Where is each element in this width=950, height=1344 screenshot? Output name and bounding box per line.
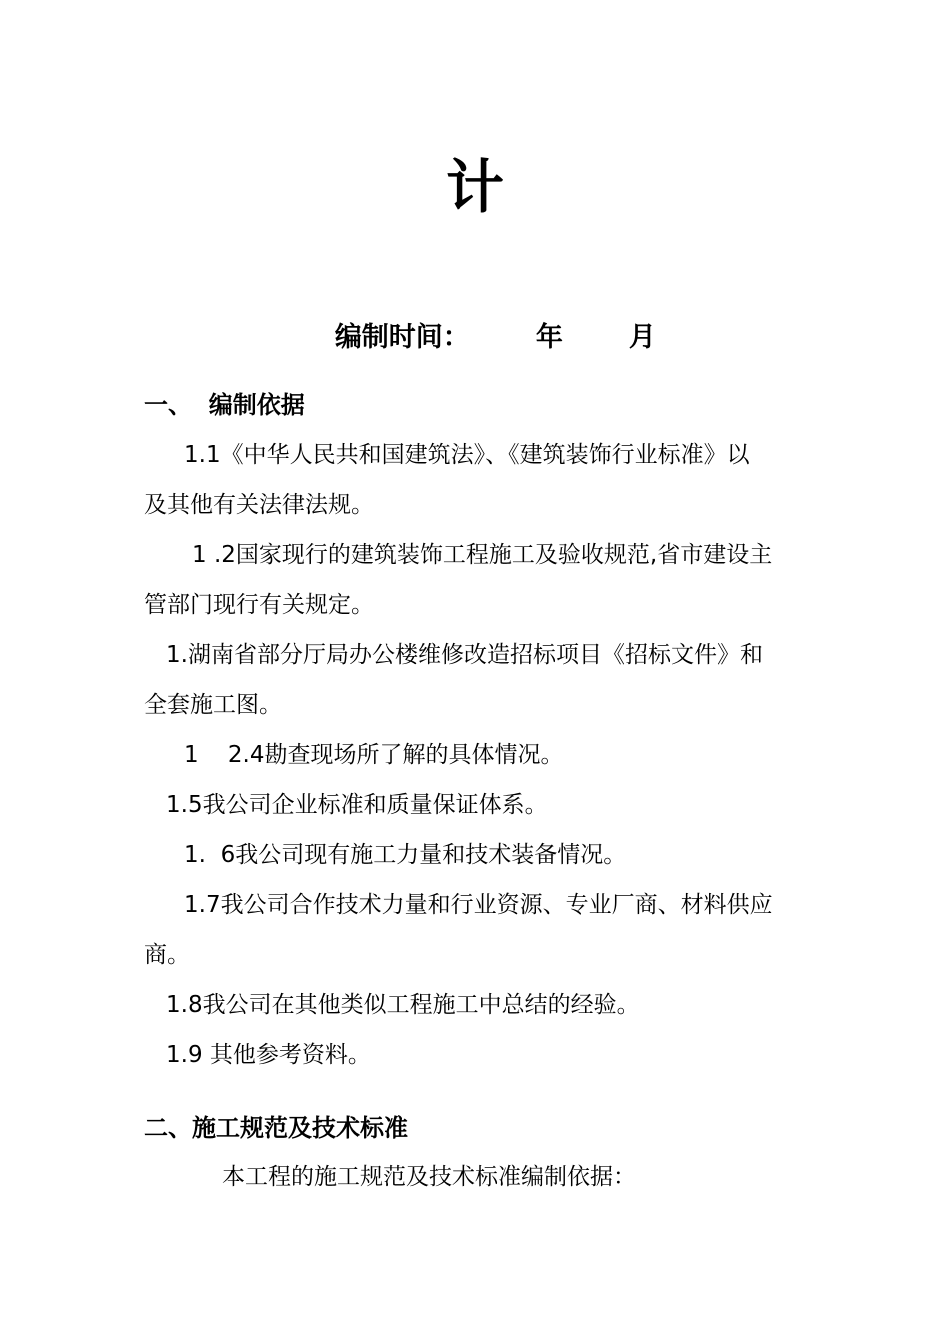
basis-item-1-3-cont: 全套施工图。	[144, 692, 282, 718]
basis-item-1-1-cont: 及其他有关法律法规。	[144, 492, 374, 518]
basis-item-1-2: 1 .2国家现行的建筑装饰工程施工及验收规范,省市建设主	[192, 542, 773, 568]
section-heading-basis: 一、 编制依据	[144, 391, 305, 419]
basis-item-1-7: 1.7我公司合作技术力量和行业资源、专业厂商、材料供应	[184, 892, 773, 918]
basis-item-1-6: 1. 6我公司现有施工力量和技术装备情况。	[184, 842, 627, 868]
basis-item-1-2-cont: 管部门现行有关规定。	[144, 592, 374, 618]
year-label: 年	[535, 322, 563, 353]
basis-item-1-4: 1 2.4勘查现场所了解的具体情况。	[184, 742, 564, 768]
basis-item-1-9: 1.9 其他参考资料。	[166, 1042, 371, 1068]
compile-date-label: 编制时间：	[334, 322, 470, 353]
document-title: 计	[445, 153, 504, 221]
basis-item-1-3: 1.湖南省部分厅局办公楼维修改造招标项目《招标文件》和	[166, 642, 763, 668]
basis-item-1-8: 1.8我公司在其他类似工程施工中总结的经验。	[166, 992, 640, 1018]
standards-intro: 本工程的施工规范及技术标准编制依据：	[222, 1164, 636, 1190]
basis-item-1-7-cont: 商。	[144, 942, 190, 968]
basis-item-1-5: 1.5我公司企业标准和质量保证体系。	[166, 792, 548, 818]
section-heading-standards: 二、施工规范及技术标准	[144, 1114, 408, 1142]
month-label: 月	[628, 322, 656, 353]
compile-date-line	[316, 284, 656, 354]
basis-item-1-1: 1.1《中华人民共和国建筑法》、《建筑装饰行业标准》以	[184, 442, 750, 468]
